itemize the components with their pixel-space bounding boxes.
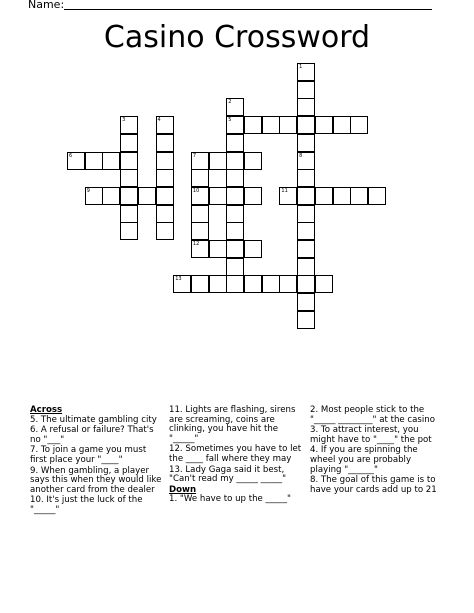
grid-cell[interactable] [315,187,333,205]
grid-cell[interactable] [191,205,209,223]
clue-across-11: 11. Lights are flashing, sirens are screaming, coins are clinking, you have hit the "_____" [169,405,296,444]
cell-number: 6 [69,152,73,159]
clues-down-column [310,406,445,496]
grid-cell[interactable] [226,116,244,134]
cell-number: 10 [192,187,200,194]
cell-number: 11 [281,187,288,194]
grid-cell[interactable] [279,187,297,205]
grid-cell[interactable] [279,116,297,134]
grid-cell[interactable] [120,134,138,152]
across-heading: Across [30,405,63,415]
grid-cell[interactable] [244,116,262,134]
cell-number: 2 [228,99,232,106]
cell-number: 1 [299,64,303,70]
grid-cell[interactable] [297,222,315,240]
page-title: Casino Crossword [103,20,371,55]
grid-cell[interactable] [226,169,244,187]
clues-across-column [30,406,165,517]
grid-cell[interactable] [297,81,315,99]
grid-cell[interactable] [156,205,174,223]
grid-cell[interactable] [333,116,351,134]
clue-down-4: 4. If you are spinning the wheel you are probably playing "______" [310,445,418,475]
cell-number: 9 [86,187,90,194]
grid-cell[interactable] [120,187,138,205]
cell-number: 4 [157,117,161,124]
name-label: Name: [28,0,65,11]
cell-number: 8 [299,152,303,159]
clue-across-12: 12. Sometimes you have to let the ____ fall where they may [169,444,302,464]
grid-cell[interactable] [173,275,191,293]
grid-cell[interactable] [297,98,315,116]
cell-number: 13 [175,276,182,283]
grid-cell[interactable] [297,116,315,134]
grid-cell[interactable] [262,275,280,293]
grid-cell[interactable] [226,152,244,170]
clue-down-1: 1. "We have to up the _____" [169,494,291,505]
grid-cell[interactable] [244,187,262,205]
grid-cell[interactable] [297,311,315,329]
grid-cell[interactable] [209,152,227,170]
grid-cell[interactable] [191,222,209,240]
grid-cell[interactable] [226,222,244,240]
grid-cell[interactable] [244,152,262,170]
grid-cell[interactable] [85,152,103,170]
grid-cell[interactable] [297,63,315,81]
grid-cell[interactable] [297,258,315,276]
grid-cell[interactable] [138,187,156,205]
grid-cell[interactable] [156,187,174,205]
grid-cell[interactable] [297,293,315,311]
clue-down-8: 8. The goal of this game is to have your cards add up to 21 [310,475,437,495]
grid-cell[interactable] [244,275,262,293]
clue-across-10: 10. It's just the luck of the "_____" [30,495,143,515]
grid-cell[interactable] [333,187,351,205]
clue-down-2: 2. Most people stick to the "_____ ________" at the casino [310,405,435,425]
clues-middle-column [169,406,304,506]
grid-cell[interactable] [226,134,244,152]
grid-cell[interactable] [350,116,368,134]
cell-number: 7 [192,152,197,159]
grid-cell[interactable] [67,152,85,170]
grid-cell[interactable] [209,187,227,205]
grid-cell[interactable] [297,187,315,205]
grid-cell[interactable] [226,258,244,276]
grid-cell[interactable] [120,169,138,187]
grid-cell[interactable] [120,222,138,240]
clue-across-9: 9. When gambling, a player says this when they would like another card from the dealer [30,465,162,495]
grid-cell[interactable] [368,187,386,205]
clue-across-7: 7. To join a game you must first place your "____" [30,445,147,465]
grid-cell[interactable] [120,152,138,170]
grid-cell[interactable] [102,187,120,205]
grid-cell[interactable] [156,169,174,187]
clue-down-3: 3. To attract interest, you might have to "____" the pot [310,425,432,445]
grid-cell[interactable] [209,275,227,293]
grid-cell[interactable] [156,152,174,170]
grid-cell[interactable] [102,152,120,170]
grid-cell[interactable] [191,187,209,205]
cell-number: 12 [192,241,200,247]
grid-cell[interactable] [191,152,209,170]
grid-cell[interactable] [297,152,315,170]
grid-cell[interactable] [297,275,315,293]
grid-cell[interactable] [209,240,227,258]
grid-cell[interactable] [226,98,244,116]
grid-cell[interactable] [156,116,174,134]
grid-cell[interactable] [297,134,315,152]
cell-number: 3 [122,117,126,124]
grid-cell[interactable] [226,187,244,205]
grid-cell[interactable] [315,275,333,293]
grid-cell[interactable] [191,275,209,293]
clue-across-13: 13. Lady Gaga said it best, "Can't read my _____ _____" [169,464,287,485]
grid-cell[interactable] [226,275,244,293]
grid-cell[interactable] [315,116,333,134]
grid-cell[interactable] [120,205,138,223]
grid-cell[interactable] [244,240,262,258]
grid-cell[interactable] [262,116,280,134]
grid-cell[interactable] [156,134,174,152]
grid-cell[interactable] [156,222,174,240]
grid-cell[interactable] [226,240,244,258]
grid-cell[interactable] [279,275,297,293]
down-heading: Down [169,484,197,495]
clue-across-6: 6. A refusal or failure? That's no "___" [30,425,154,445]
grid-cell[interactable] [297,240,315,258]
grid-cell[interactable] [226,205,244,223]
clue-across-5: 5. The ultimate gambling city [30,414,157,425]
grid-cell[interactable] [120,116,138,134]
grid-cell[interactable] [191,169,209,187]
cell-number: 5 [228,117,232,124]
grid-cell[interactable] [191,240,209,258]
grid-cell[interactable] [297,205,315,223]
grid-cell[interactable] [350,187,368,205]
grid-cell[interactable] [85,187,103,205]
grid-cell[interactable] [297,169,315,187]
